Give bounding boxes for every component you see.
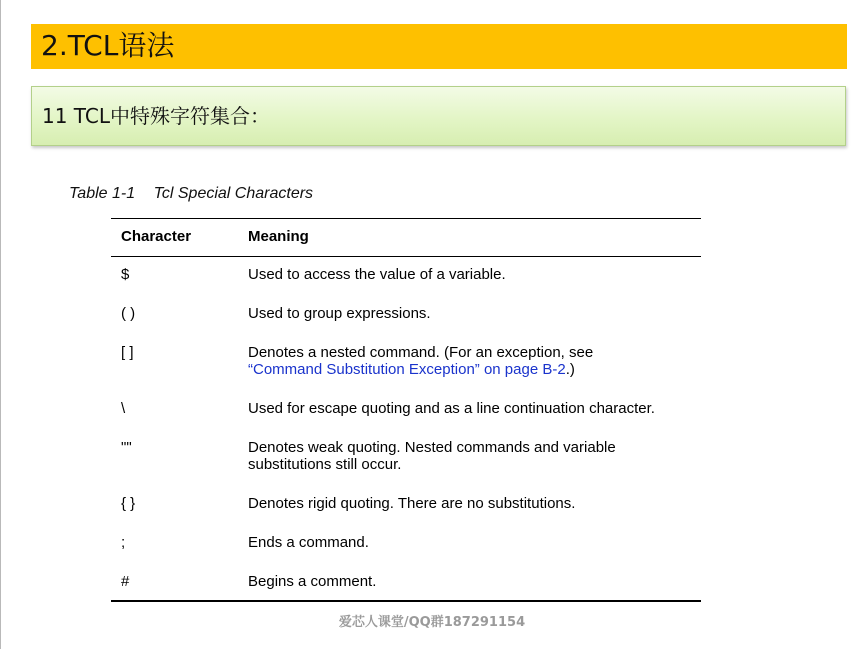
slide-title: 2.TCL语法 (41, 29, 175, 62)
character-cell: ; (121, 534, 126, 551)
watermark: 爱芯人课堂/QQ群187291154 (338, 615, 526, 630)
character-cell: "" (121, 439, 132, 456)
meaning-text: Ends a command. (248, 534, 369, 551)
section-heading: 11 TCL中特殊字符集合： (42, 104, 270, 128)
character-cell: # (121, 573, 130, 590)
table-caption (69, 184, 313, 204)
meaning-text: Denotes weak quoting. Nested commands and variable (248, 439, 616, 456)
table-top-rule (111, 218, 701, 219)
meaning-text: Used for escape quoting and as a line continuation character. (248, 400, 655, 417)
meaning-text: Used to group expressions. (248, 305, 431, 322)
meaning-text: Used to access the value of a variable. (248, 266, 506, 283)
column-header-meaning: Meaning (248, 228, 309, 245)
meaning-text-line2 (248, 361, 698, 378)
character-cell: ( ) (121, 305, 136, 322)
character-cell: { } (121, 495, 136, 512)
slide-title-bar (31, 24, 847, 69)
meaning-cell (248, 305, 698, 322)
meaning-text: Begins a comment. (248, 573, 377, 590)
meaning-cell (248, 344, 698, 378)
meaning-cell (248, 266, 698, 283)
cross-reference-link[interactable]: “Command Substitution Exception” on page B-2 (248, 361, 566, 378)
table-caption-number: Table 1-1 (69, 185, 136, 202)
meaning-cell (248, 439, 698, 473)
meaning-cell (248, 573, 698, 590)
special-characters-table (111, 218, 701, 602)
meaning-text: Denotes rigid quoting. There are no substitutions. (248, 495, 576, 512)
meaning-text-line2: substitutions still occur. (248, 456, 402, 473)
character-cell: $ (121, 266, 130, 283)
table-caption-title: Tcl Special Characters (153, 185, 314, 202)
meaning-cell (248, 534, 698, 551)
character-cell: \ (121, 400, 126, 417)
meaning-cell (248, 495, 698, 512)
table-header-rule (111, 256, 701, 257)
meaning-cell (248, 400, 698, 417)
character-cell: [ ] (121, 344, 134, 361)
column-header-character: Character (121, 228, 192, 245)
page-left-border (0, 0, 1, 649)
link-suffix: .) (565, 361, 575, 378)
meaning-text: Denotes a nested command. (For an exception, see (248, 344, 594, 361)
table-bottom-rule (111, 600, 701, 602)
section-heading-box (31, 86, 846, 146)
